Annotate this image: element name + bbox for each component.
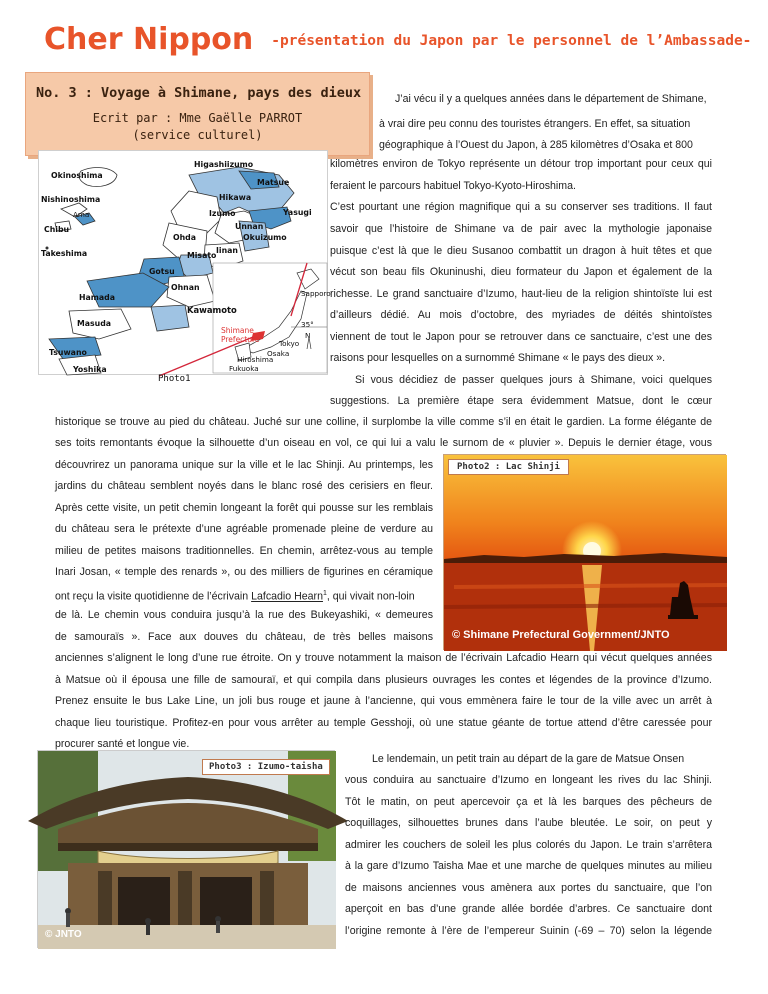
map-label: Okinoshima: [51, 171, 103, 180]
map-label: Chibu: [44, 225, 70, 234]
map-inset-label: Hiroshima: [237, 355, 274, 364]
text-line: vécut son beau fils Okuninushi, dieu formateur du Japon et également de la: [330, 266, 712, 278]
text-segment: ont reçu la visite quotidienne de l’écrivain: [55, 590, 252, 603]
map-label: Yoshika: [73, 365, 107, 374]
photo2-lac-shinji: [443, 454, 726, 650]
map-label: Okuizumo: [243, 233, 287, 242]
text-line: géographique à l’Ouest du Japon, à 285 kilomètres d’Osaka et 800: [379, 139, 693, 151]
map-label: Iinan: [216, 246, 238, 255]
text-line: Après cette visite, un petit chemin longeant la forêt qui pousse sur les remblais: [55, 502, 433, 514]
text-line: Tôt le matin, on peut apercevoir ça et là les barques des pêcheurs de: [345, 796, 712, 808]
sunset-image: [444, 455, 727, 651]
map-label: Ohnan: [171, 283, 200, 292]
text-line: chaque lieu touristique. Profitez-en pour vous arrêter au temple Gesshoji, où une statue géante de tortue attend d’être caressée pour: [55, 717, 712, 729]
map-inset-pref: Shimane: [221, 326, 254, 335]
shrine-image: [38, 751, 336, 949]
service-line: (service culturel): [132, 128, 263, 142]
text-line: savoir que l’histoire de Shimane va de pair avec la mythologie japonaise: [330, 223, 712, 235]
photo2-credit: © Shimane Prefectural Government/JNTO: [452, 629, 670, 641]
text-line: puisque c’est là que le dieu Susanoo combattit un dragon à huit têtes et que: [330, 245, 712, 257]
text-line: jardins du château semblent noyés dans le blanc rosé des cerisiers en fleur.: [55, 480, 433, 492]
map-inset-north: N: [305, 331, 311, 340]
map-inset-lat: 35°: [301, 320, 314, 329]
text-line: à la gare d’Izumo Taisha Mae et une marche de quelques minutes au milieu: [345, 860, 712, 872]
text-line: C’est pourtant une région magnifique qui a su conserver ses traditions. Il faut: [330, 201, 712, 213]
text-line: découvrirez un panorama unique sur la ville et le lac Shinji. Au printemps, les: [55, 459, 433, 471]
photo3-credit: © JNTO: [45, 929, 82, 940]
map-inset-label: Sapporo: [301, 289, 331, 298]
text-line: de maisons anciennes vous amènera aux portes du sanctuaire, que l’on: [345, 882, 712, 894]
text-line: vous conduira au sanctuaire d’Izumo en longeant les rives du lac Shinji.: [345, 774, 712, 786]
tagline: -présentation du Japon par le personnel de l’Ambassade-: [271, 33, 752, 49]
photo2-caption: Photo2 : Lac Shinji: [448, 459, 569, 475]
brand-title: Cher Nippon: [44, 22, 254, 57]
text-line: de samouraïs ». Face aux douves du château, de très belles maisons: [55, 631, 433, 643]
text-line: Inari Josan, « temple des renards », ou des milliers de figurines en céramique: [55, 566, 433, 578]
photo1-caption: Photo1: [158, 374, 191, 384]
text-line: richesse. Le grand sanctuaire d’Izumo, haut-lieu de la religion shintoïste lui est: [330, 288, 712, 300]
text-line: anciennes s’alignent le long d’une rue étroite. On y trouve notamment la maison de l’écrivain Lafcadio Hearn qui vécut quelques années: [55, 652, 712, 664]
map-label: Ama: [73, 210, 90, 219]
text-line: feraient le parcours habituel Tokyo-Kyoto-Hiroshima.: [330, 180, 576, 192]
map-label: Ohda: [173, 233, 197, 242]
text-line: coquillages, silhouettes brunes dans l’aube bleutée. Le soir, on peut y: [345, 817, 712, 829]
text-line: raisons pour lesquelles on a surnommé Shimane « le pays des dieux ».: [330, 352, 666, 364]
text-line: viennent de tout le Japon pour se retrouver dans ce sanctuaire, c’est une des: [330, 331, 712, 343]
map-label: Unnan: [235, 222, 264, 231]
text-line: kilomètres environ de Tokyo représente un détour trop important pour ceux qui: [330, 158, 712, 170]
map-label: Izumo: [209, 209, 236, 218]
text-line: J’ai vécu il y a quelques années dans le département de Shimane,: [395, 93, 707, 105]
text-line: Le lendemain, un petit train au départ de la gare de Matsue Onsen: [372, 753, 685, 765]
masthead: [44, 22, 752, 72]
map-label: Hamada: [79, 293, 116, 302]
map-inset-label: Fukuoka: [229, 364, 259, 373]
text-line: historique se trouve au pied du château. Juché sur une colline, il surplombe la ville comme s’il en était le gardien. La forme élégante de: [55, 416, 712, 428]
text-line: à vrai dire peu connu des touristes étrangers. En effet, sa situation: [379, 118, 691, 130]
text-line: Prenez ensuite le bus Lake Line, un joli bus rouge et jaune à l’ancienne, qui vous emmènera faire le tour de la ville avec un arrêt à: [55, 695, 712, 707]
map-label: Yasugi: [283, 208, 312, 217]
text-segment: , qui vivait non-loin: [326, 590, 415, 603]
map-inset-label: Tokyo: [279, 339, 300, 348]
map-label: Kawamoto: [187, 305, 237, 315]
text-line: ses toits remontants évoque la silhouette d’un oiseau en vol, ce qui lui a valu le surnom de « pluvier ». Depuis le dernier étage, vous: [55, 437, 712, 449]
map-label: Higashiizumo: [194, 160, 254, 169]
map-inset-pref: Prefecture: [221, 335, 260, 344]
text-line: suggestions. La première étape sera évidemment Matsue, dont le cœur: [330, 395, 712, 407]
text-line: admirer les couchers de soleil les plus colorés du Japon. Le train s’arrêtera: [345, 839, 712, 851]
text-line: [55, 587, 415, 604]
text-line: à Matsue où il épousa une fille de samouraï, et qui compila dans plusieurs ouvrages les contes et légendes de la province d’Izumo.: [55, 674, 712, 686]
text-line: d’ailleurs dédié. Au mois d’octobre, des myriades de déités shintoïstes: [330, 309, 712, 321]
photo3-izumo-taisha: [37, 750, 335, 948]
author-line: Ecrit par : Mme Gaëlle PARROT: [92, 111, 303, 125]
photo3-caption: Photo3 : Izumo-taisha: [202, 759, 330, 775]
text-line: milieu de petites maisons traditionnelles. En chemin, arrêtez-vous au temple: [55, 545, 433, 557]
article-title: No. 3 : Voyage à Shimane, pays des dieux: [36, 85, 362, 101]
map-inset-label: Osaka: [267, 349, 290, 358]
shimane-map: [38, 150, 331, 384]
map-label: Misato: [187, 251, 217, 260]
map-label: Nishinoshima: [41, 195, 101, 204]
text-line: procurer santé et longue vie.: [55, 738, 190, 750]
text-line: l’origine remonte à l’ère de l’empereur Suinin (-69 – 70) selon la légende: [345, 925, 712, 937]
article-title-box: [25, 72, 370, 156]
author-link-text: Lafcadio Hearn: [251, 590, 323, 603]
text-line: du château sera le prétexte d’une agréable promenade pleine de verdure au: [55, 523, 433, 535]
footnote-mark: 1: [322, 590, 327, 597]
text-line: aperçoit en bas d’une grande allée bordée d’arbres. Ce sanctuaire dont: [345, 903, 712, 915]
map-label: Matsue: [257, 178, 290, 187]
text-line: Si vous décidiez de passer quelques jours à Shimane, voici quelques: [355, 374, 712, 386]
map-label: Hikawa: [219, 193, 252, 202]
map-label: Masuda: [77, 319, 112, 328]
text-line: de là. Le chemin vous conduira jusqu’à la rue des Bukeyashiki, « demeures: [55, 609, 433, 621]
map-label: Takeshima: [41, 249, 88, 258]
map-label: Gotsu: [149, 267, 175, 276]
map-label: Tsuwano: [49, 348, 87, 357]
